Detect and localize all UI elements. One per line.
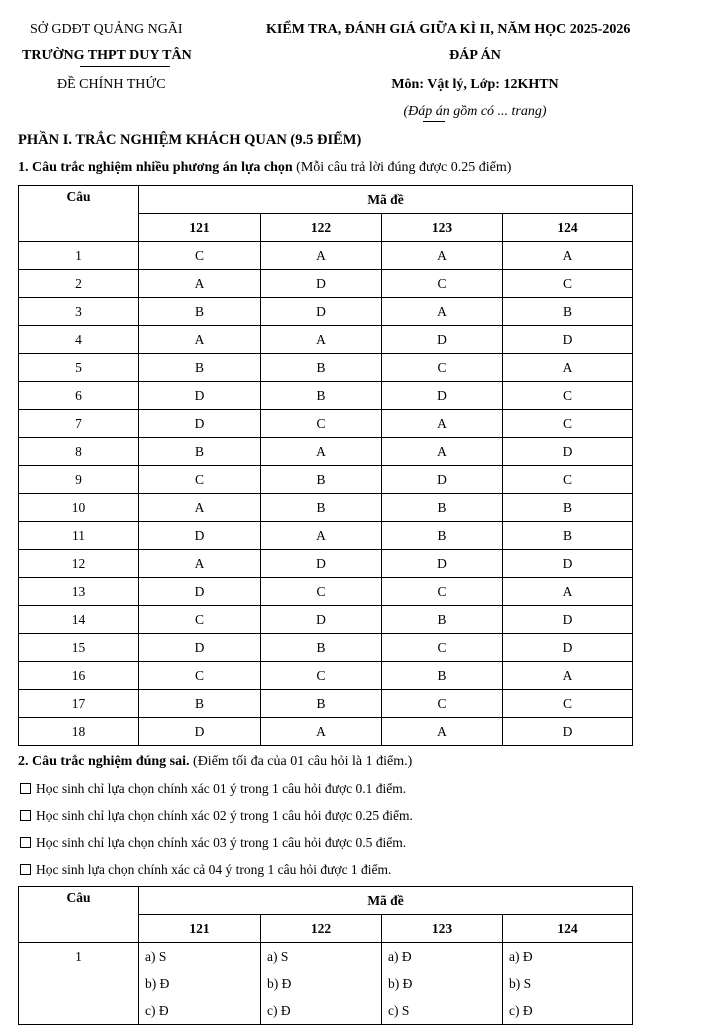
answer-cell: D (261, 298, 382, 326)
table-row (19, 522, 633, 550)
question-number: 18 (19, 718, 139, 746)
answer-cell: b) Đ (382, 970, 503, 997)
answer-cell: A (503, 662, 633, 690)
table-row (19, 326, 633, 354)
answer-cell: B (503, 522, 633, 550)
answer-cell: C (261, 578, 382, 606)
question-number: 14 (19, 606, 139, 634)
code-header: 121 (139, 915, 261, 943)
answer-cell: D (139, 718, 261, 746)
answer-cell: B (382, 494, 503, 522)
checkbox-icon (20, 864, 31, 875)
answer-cell: c) Đ (503, 997, 633, 1025)
answer-cell: c) Đ (139, 997, 261, 1025)
answer-cell: D (503, 606, 633, 634)
table-row (19, 298, 633, 326)
code-header: 123 (382, 915, 503, 943)
table-row (19, 718, 633, 746)
answer-cell: a) S (139, 943, 261, 971)
answer-cell: A (139, 326, 261, 354)
answer-cell: A (261, 242, 382, 270)
answer-cell: A (503, 578, 633, 606)
answer-cell: b) Đ (139, 970, 261, 997)
checkbox-icon (20, 810, 31, 821)
answer-key-title: ĐÁP ÁN (449, 48, 501, 63)
answer-cell: A (261, 718, 382, 746)
question-number: 2 (19, 270, 139, 298)
answer-table-multiple-choice (18, 185, 633, 746)
answer-cell: C (139, 242, 261, 270)
table-row (19, 270, 633, 298)
answer-cell: A (139, 550, 261, 578)
rule-item (20, 808, 413, 824)
col-header-code: Mã đề (139, 186, 633, 214)
rule-text: Học sinh chỉ lựa chọn chính xác 02 ý trong 1 câu hỏi được 0.25 điểm. (36, 808, 413, 823)
rule-item (20, 781, 406, 797)
section2-heading (18, 754, 412, 770)
answer-cell: A (261, 438, 382, 466)
question-number: 15 (19, 634, 139, 662)
answer-cell: D (139, 410, 261, 438)
answer-cell: D (503, 438, 633, 466)
table-row (19, 550, 633, 578)
answer-cell: B (261, 382, 382, 410)
question-number: 3 (19, 298, 139, 326)
answer-cell: C (503, 410, 633, 438)
table-row (19, 606, 633, 634)
answer-cell: B (261, 354, 382, 382)
answer-cell: A (382, 298, 503, 326)
answer-cell: A (382, 410, 503, 438)
question-number: 5 (19, 354, 139, 382)
question-number: 17 (19, 690, 139, 718)
answer-cell: C (503, 382, 633, 410)
rule-text: Học sinh chỉ lựa chọn chính xác 03 ý trong 1 câu hỏi được 0.5 điểm. (36, 835, 407, 850)
rule-item (20, 862, 391, 878)
answer-cell: C (382, 690, 503, 718)
answer-cell: A (382, 242, 503, 270)
answer-cell: b) Đ (261, 970, 382, 997)
answer-cell: C (139, 466, 261, 494)
question-number: 16 (19, 662, 139, 690)
answer-cell: a) Đ (382, 943, 503, 971)
table-row (19, 662, 633, 690)
table-row (19, 578, 633, 606)
col-header-code: Mã đề (139, 887, 633, 915)
section2-heading-note: (Điểm tối đa của 01 câu hỏi là 1 điểm.) (189, 754, 413, 769)
table-row (19, 410, 633, 438)
answer-cell: C (503, 466, 633, 494)
table-row (19, 382, 633, 410)
section2-heading-bold: 2. Câu trắc nghiệm đúng sai. (18, 754, 190, 769)
question-number: 6 (19, 382, 139, 410)
answer-cell: C (261, 662, 382, 690)
question-number: 13 (19, 578, 139, 606)
code-header: 122 (261, 214, 382, 242)
answer-cell: a) Đ (503, 943, 633, 971)
answer-cell: A (139, 270, 261, 298)
answer-cell: D (139, 578, 261, 606)
answer-cell: A (503, 354, 633, 382)
col-header-question: Câu (19, 186, 139, 242)
table-row (19, 494, 633, 522)
answer-cell: B (503, 494, 633, 522)
section1-heading-bold: 1. Câu trắc nghiệm nhiều phương án lựa chọn (18, 160, 293, 175)
answer-cell: C (139, 606, 261, 634)
answer-table-true-false (18, 886, 633, 1025)
code-header: 121 (139, 214, 261, 242)
checkbox-icon (20, 783, 31, 794)
answer-cell: B (139, 354, 261, 382)
table-row (19, 690, 633, 718)
answer-cell: B (382, 522, 503, 550)
answer-cell: D (503, 634, 633, 662)
answer-cell: B (261, 466, 382, 494)
exam-title: KIỂM TRA, ĐÁNH GIÁ GIỮA KÌ II, NĂM HỌC 2025-2026 (266, 22, 631, 37)
answer-cell: D (503, 550, 633, 578)
answer-cell: D (261, 550, 382, 578)
answer-cell: B (139, 298, 261, 326)
answer-cell: C (261, 410, 382, 438)
table-row (19, 466, 633, 494)
checkbox-icon (20, 837, 31, 848)
question-number: 12 (19, 550, 139, 578)
answer-cell: a) S (261, 943, 382, 971)
code-header: 123 (382, 214, 503, 242)
code-header: 124 (503, 915, 633, 943)
code-header: 124 (503, 214, 633, 242)
col-header-question: Câu (19, 887, 139, 943)
question-number: 1 (19, 943, 139, 1025)
answer-cell: C (382, 270, 503, 298)
school-name: TRƯỜNG THPT DUY TÂN (22, 48, 192, 63)
code-header: 122 (261, 915, 382, 943)
part1-title: PHẦN I. TRẮC NGHIỆM KHÁCH QUAN (9.5 ĐIỂM) (18, 132, 362, 148)
answer-cell: A (382, 438, 503, 466)
answer-cell: B (139, 438, 261, 466)
section1-heading-note: (Mỗi câu trả lời đúng được 0.25 điểm) (292, 160, 512, 175)
table-row (19, 354, 633, 382)
answer-cell: B (261, 494, 382, 522)
question-number: 8 (19, 438, 139, 466)
question-number: 7 (19, 410, 139, 438)
answer-cell: C (503, 690, 633, 718)
answer-cell: C (382, 578, 503, 606)
answer-cell: c) Đ (261, 997, 382, 1025)
rule-text: Học sinh lựa chọn chính xác cả 04 ý trong 1 câu hỏi được 1 điểm. (36, 862, 392, 877)
answer-cell: D (139, 634, 261, 662)
section1-heading (18, 160, 511, 176)
answer-cell: B (382, 662, 503, 690)
answer-cell: A (382, 718, 503, 746)
subject-line: Môn: Vật lý, Lớp: 12KHTN (391, 77, 559, 92)
answer-cell: A (503, 242, 633, 270)
answer-cell: D (382, 550, 503, 578)
answer-cell: B (261, 634, 382, 662)
question-number: 11 (19, 522, 139, 550)
answer-cell: B (261, 690, 382, 718)
question-number: 10 (19, 494, 139, 522)
answer-cell: A (261, 522, 382, 550)
answer-cell: B (139, 690, 261, 718)
answer-cell: D (503, 718, 633, 746)
question-number: 1 (19, 242, 139, 270)
pages-note: (Đáp án gồm có ... trang) (403, 104, 547, 119)
table-row (19, 438, 633, 466)
answer-cell: C (382, 354, 503, 382)
answer-cell: C (382, 634, 503, 662)
answer-cell: D (261, 270, 382, 298)
answer-cell: D (139, 522, 261, 550)
answer-cell: A (139, 494, 261, 522)
answer-cell: A (261, 326, 382, 354)
answer-cell: b) S (503, 970, 633, 997)
answer-cell: D (382, 466, 503, 494)
official-label: ĐỀ CHÍNH THỨC (57, 77, 166, 92)
question-number: 4 (19, 326, 139, 354)
answer-cell: C (503, 270, 633, 298)
table-row (19, 943, 633, 971)
school-underline (80, 66, 170, 67)
table-row (19, 242, 633, 270)
answer-cell: C (139, 662, 261, 690)
answer-cell: D (503, 326, 633, 354)
answer-cell: D (139, 382, 261, 410)
answer-cell: B (503, 298, 633, 326)
answer-cell: D (261, 606, 382, 634)
dept-name: SỞ GDĐT QUẢNG NGÃI (30, 22, 183, 37)
rule-text: Học sinh chỉ lựa chọn chính xác 01 ý trong 1 câu hỏi được 0.1 điểm. (36, 781, 407, 796)
pages-note-underline (423, 121, 445, 122)
answer-cell: c) S (382, 997, 503, 1025)
answer-cell: D (382, 326, 503, 354)
rule-item (20, 835, 406, 851)
table-row (19, 634, 633, 662)
answer-cell: B (382, 606, 503, 634)
question-number: 9 (19, 466, 139, 494)
answer-cell: D (382, 382, 503, 410)
